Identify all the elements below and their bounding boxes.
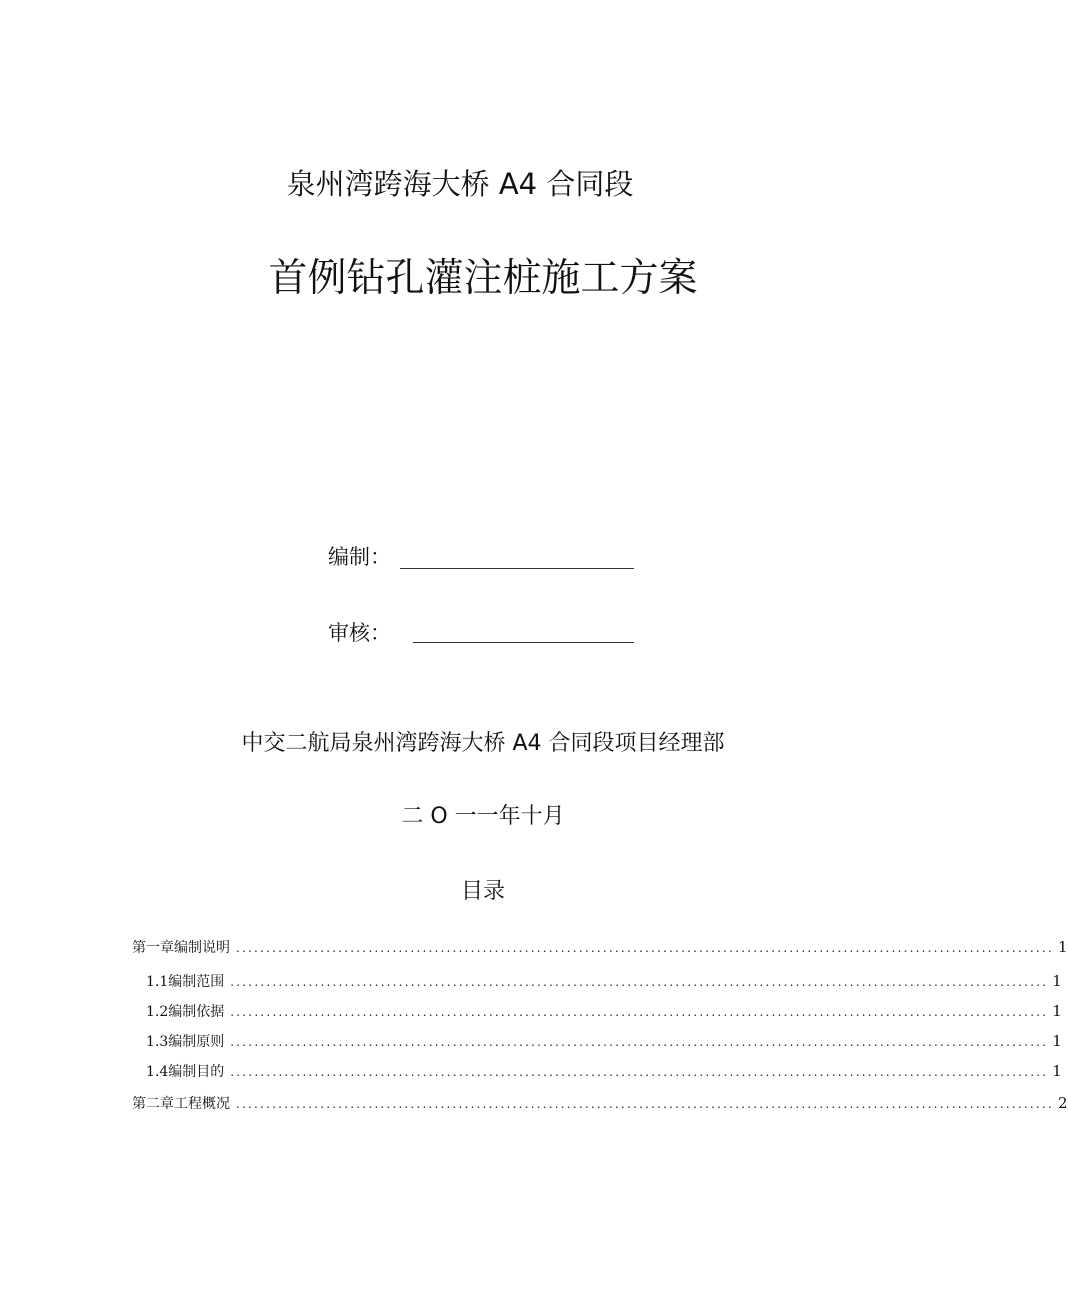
toc-entry-text: 第一章编制说明 [132,940,230,956]
document-title: 首例钻孔灌注桩施工方案 [268,256,698,301]
compile-label: 编制： [328,545,391,569]
toc-entry-1-4[interactable] [146,1060,1062,1082]
toc-dot-leader: ........................................................................................................................................ [236,941,1054,955]
document-subtitle: 泉州湾跨海大桥 A4 合同段 [286,167,634,201]
toc-section-number: 1.1 [146,974,169,990]
toc-section-number: 1.4 [146,1064,169,1080]
toc-section-number: 1.2 [146,1004,169,1020]
document-date: 二 O 一一年十月 [401,804,565,829]
toc-dot-leader: ........................................................................................................................................ [230,1065,1049,1079]
toc-heading: 目录 [460,879,505,904]
review-label: 审核： [328,621,391,645]
toc-page-number: 1 [1052,1032,1062,1050]
toc-entry-1-2[interactable] [146,1000,1062,1022]
organization-name: 中交二航局泉州湾跨海大桥 A4 合同段项目经理部 [241,731,725,756]
toc-dot-leader: ........................................................................................................................................ [236,1097,1054,1111]
compile-signature-line [400,568,634,569]
toc-entry-text: 编制依据 [168,1004,225,1020]
toc-page-number: 2 [1057,1094,1068,1112]
toc-page-number: 1 [1057,938,1068,956]
toc-entry-text: 编制原则 [168,1034,225,1050]
toc-entry-text: 编制范围 [168,974,225,990]
toc-entry-text: 第二章工程概况 [132,1096,230,1112]
toc-entry-1-1[interactable] [146,970,1062,992]
toc-section-number: 1.3 [146,1034,169,1050]
toc-entry-chapter-2[interactable] [132,1092,1068,1114]
toc-dot-leader: ........................................................................................................................................ [230,975,1049,989]
toc-dot-leader: ........................................................................................................................................ [230,1005,1049,1019]
toc-dot-leader: ........................................................................................................................................ [230,1035,1049,1049]
toc-page-number: 1 [1052,972,1062,990]
toc-entry-text: 编制目的 [168,1064,225,1080]
review-signature-line [413,642,634,643]
toc-entry-chapter-1[interactable] [132,936,1068,958]
toc-page-number: 1 [1052,1002,1062,1020]
toc-entry-1-3[interactable] [146,1030,1062,1052]
toc-page-number: 1 [1052,1062,1062,1080]
